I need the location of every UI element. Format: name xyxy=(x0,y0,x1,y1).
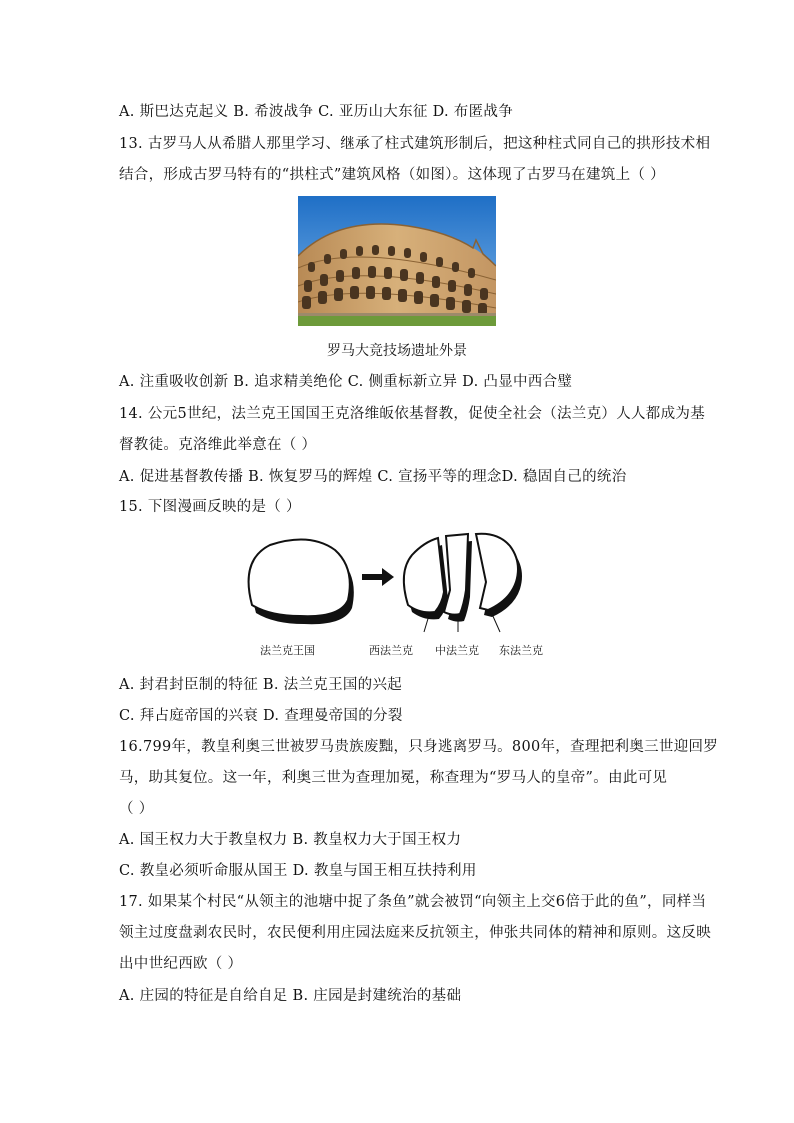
q14-options: A. 促进基督教传播 B. 恢复罗马的辉煌 C. 宣扬平等的理念D. 稳固自己的统治 xyxy=(119,469,627,485)
q16-options-line-2: C. 教皇必须听命服从国王 D. 教皇与国王相互扶持利用 xyxy=(119,863,477,879)
colosseum-image xyxy=(298,196,496,326)
q16-stem-line-1: 16.799年，教皇利奥三世被罗马贵族废黜，只身逃离罗马。800年，查理把利奥三世迎回罗 xyxy=(119,739,719,755)
photo-caption: 罗马大竞技场遗址外景 xyxy=(327,343,467,359)
q12-options: A. 斯巴达克起义 B. 希波战争 C. 亚历山大东征 D. 布匿战争 xyxy=(119,104,514,120)
west-francia-piece xyxy=(404,538,444,612)
q15-stem: 15. 下图漫画反映的是（ ） xyxy=(119,499,301,515)
q14-stem-line-1: 14. 公元5世纪，法兰克王国国王克洛维皈依基督教，促使全社会（法兰克）人人都成为基 xyxy=(119,406,705,422)
q17-stem-line-3: 出中世纪西欧（ ） xyxy=(119,956,243,972)
east-francia-label: 东法兰克 xyxy=(499,644,543,657)
frankish-kingdom-label: 法兰克王国 xyxy=(260,644,315,657)
q13-stem-line-1: 13. 古罗马人从希腊人那里学习、继承了柱式建筑形制后，把这种柱式同自己的拱形技术相 xyxy=(119,136,711,152)
west-francia-label: 西法兰克 xyxy=(369,644,413,657)
q13-options: A. 注重吸收创新 B. 追求精美绝伦 C. 侧重标新立异 D. 凸显中西合璧 xyxy=(119,374,573,390)
east-pointer-line xyxy=(492,614,500,632)
q17-stem-line-2: 领主过度盘剥农民时，农民便利用庄园法庭来反抗领主，伸张共同体的精神和原则。这反映 xyxy=(119,925,711,941)
middle-francia-label: 中法兰克 xyxy=(435,644,479,657)
q13-stem-line-2: 结合，形成古罗马特有的“拱柱式”建筑风格（如图）。这体现了古罗马在建筑上（ ） xyxy=(119,167,665,183)
q16-stem-line-2: 马，助其复位。这一年，利奥三世为查理加冕，称查理为“罗马人的皇帝”。由此可见 xyxy=(119,770,668,786)
q15-options-line-2: C. 拜占庭帝国的兴衰 D. 查理曼帝国的分裂 xyxy=(119,708,403,724)
q17-options-line-1: A. 庄园的特征是自给自足 B. 庄园是封建统治的基础 xyxy=(119,988,462,1004)
q16-options-line-1: A. 国王权力大于教皇权力 B. 教皇权力大于国王权力 xyxy=(119,832,462,848)
whole-kingdom-shape xyxy=(249,540,350,617)
arrow-icon xyxy=(362,568,394,586)
q14-stem-line-2: 督教徒。克洛维此举意在（ ） xyxy=(119,437,317,453)
q17-stem-line-1: 17. 如果某个村民“从领主的池塘中捉了条鱼”就会被罚“向领主上交6倍于此的鱼”，同样当 xyxy=(119,894,707,910)
colosseum-photo xyxy=(298,196,496,326)
q16-stem-line-3: （ ） xyxy=(119,801,154,817)
frankish-division-cartoon xyxy=(230,520,570,670)
q15-options-line-1: A. 封君封臣制的特征 B. 法兰克王国的兴起 xyxy=(119,677,403,693)
middle-francia-piece xyxy=(444,534,468,615)
